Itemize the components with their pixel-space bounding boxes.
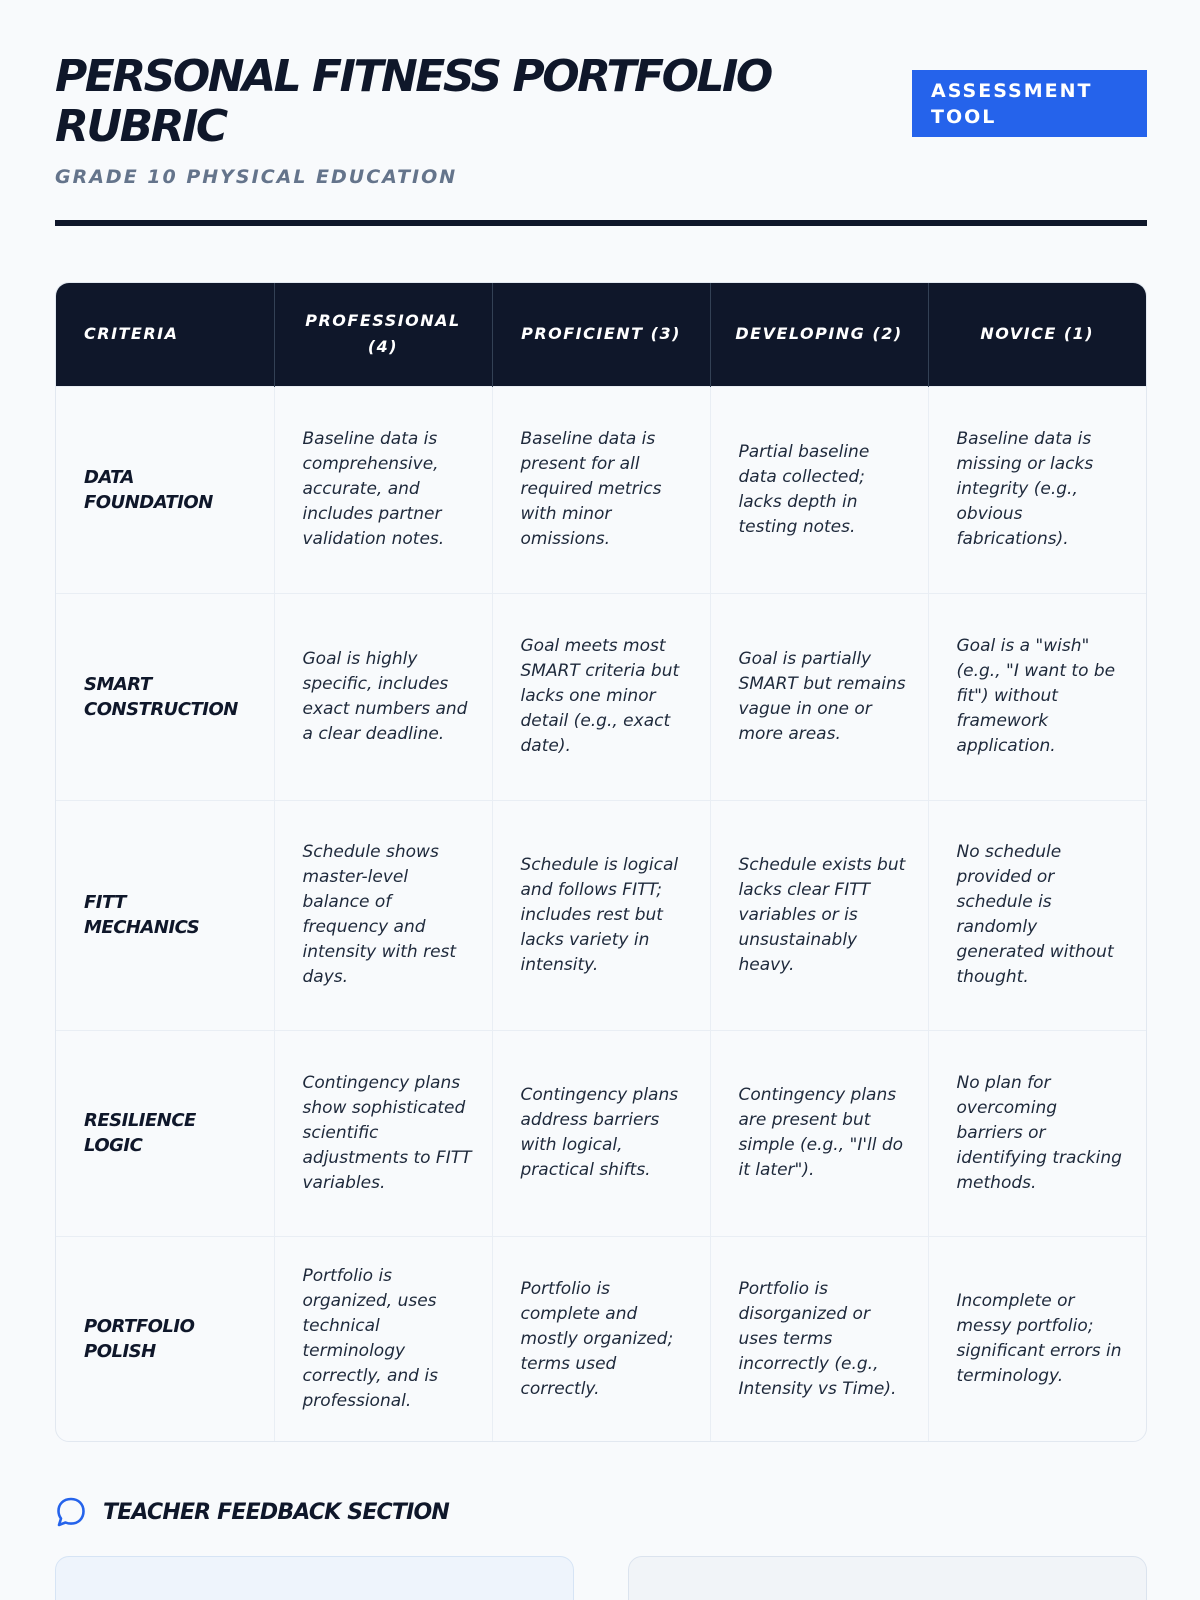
proficient-cell: Schedule is logical and follows FITT; includes rest but lacks variety in intensity.: [492, 800, 710, 1030]
professional-cell: Contingency plans show sophisticated scientific adjustments to FITT variables.: [274, 1030, 492, 1236]
professional-cell: Portfolio is organized, uses technical terminology correctly, and is professional.: [274, 1236, 492, 1442]
feedback-box-left[interactable]: [55, 1556, 574, 1600]
header: [55, 52, 1147, 227]
developing-cell: Partial baseline data collected; lacks depth in testing notes.: [710, 386, 928, 593]
table-row: [56, 800, 1146, 1030]
proficient-cell: Goal meets most SMART criteria but lacks one minor detail (e.g., exact date).: [492, 593, 710, 800]
proficient-cell: Contingency plans address barriers with logical, practical shifts.: [492, 1030, 710, 1236]
header-professional: PROFESSIONAL (4): [274, 283, 492, 386]
professional-cell: Goal is highly specific, includes exact numbers and a clear deadline.: [274, 593, 492, 800]
header-proficient: PROFICIENT (3): [492, 283, 710, 386]
criteria-cell: DATA FOUNDATION: [84, 466, 213, 513]
page-subtitle: GRADE 10 PHYSICAL EDUCATION: [55, 166, 458, 188]
novice-cell: Goal is a "wish" (e.g., "I want to be fit") without framework application.: [928, 593, 1146, 800]
feedback-section-heading: [55, 1495, 449, 1529]
novice-cell: No schedule provided or schedule is randomly generated without thought.: [928, 800, 1146, 1030]
chat-bubble-icon: [55, 1496, 87, 1528]
developing-cell: Contingency plans are present but simple (e.g., "I'll do it later").: [710, 1030, 928, 1236]
developing-cell: Portfolio is disorganized or uses terms incorrectly (e.g., Intensity vs Time).: [710, 1236, 928, 1442]
assessment-tool-badge: ASSESSMENT TOOL: [912, 70, 1147, 137]
novice-cell: Baseline data is missing or lacks integrity (e.g., obvious fabrications).: [928, 386, 1146, 593]
developing-cell: Goal is partially SMART but remains vague in one or more areas.: [710, 593, 928, 800]
criteria-cell: FITT MECHANICS: [84, 892, 200, 938]
table-row: [56, 1030, 1146, 1236]
header-developing: DEVELOPING (2): [710, 283, 928, 386]
criteria-cell: SMART CONSTRUCTION: [84, 673, 238, 720]
header-novice: NOVICE (1): [928, 283, 1146, 386]
proficient-cell: Portfolio is complete and mostly organized; terms used correctly.: [492, 1236, 710, 1442]
developing-cell: Schedule exists but lacks clear FITT variables or is unsustainably heavy.: [710, 800, 928, 1030]
proficient-cell: Baseline data is present for all required metrics with minor omissions.: [492, 386, 710, 593]
criteria-cell: RESILIENCE LOGIC: [84, 1110, 196, 1156]
header-criteria: CRITERIA: [84, 324, 179, 344]
table-row: [56, 593, 1146, 800]
table-header-row: [56, 283, 1146, 386]
novice-cell: Incomplete or messy portfolio; significant errors in terminology.: [928, 1236, 1146, 1442]
criteria-cell: PORTFOLIO POLISH: [84, 1316, 195, 1363]
header-divider: [55, 220, 1147, 226]
professional-cell: Schedule shows master-level balance of frequency and intensity with rest days.: [274, 800, 492, 1030]
novice-cell: No plan for overcoming barriers or identifying tracking methods.: [928, 1030, 1146, 1236]
professional-cell: Baseline data is comprehensive, accurate, and includes partner validation notes.: [274, 386, 492, 593]
rubric-table: [55, 282, 1147, 1442]
table-row: [56, 386, 1146, 593]
feedback-heading-text: TEACHER FEEDBACK SECTION: [103, 1499, 450, 1525]
table-row: [56, 1236, 1146, 1442]
feedback-box-right[interactable]: [628, 1556, 1147, 1600]
page-title: PERSONAL FITNESS PORTFOLIO RUBRIC: [55, 51, 771, 152]
